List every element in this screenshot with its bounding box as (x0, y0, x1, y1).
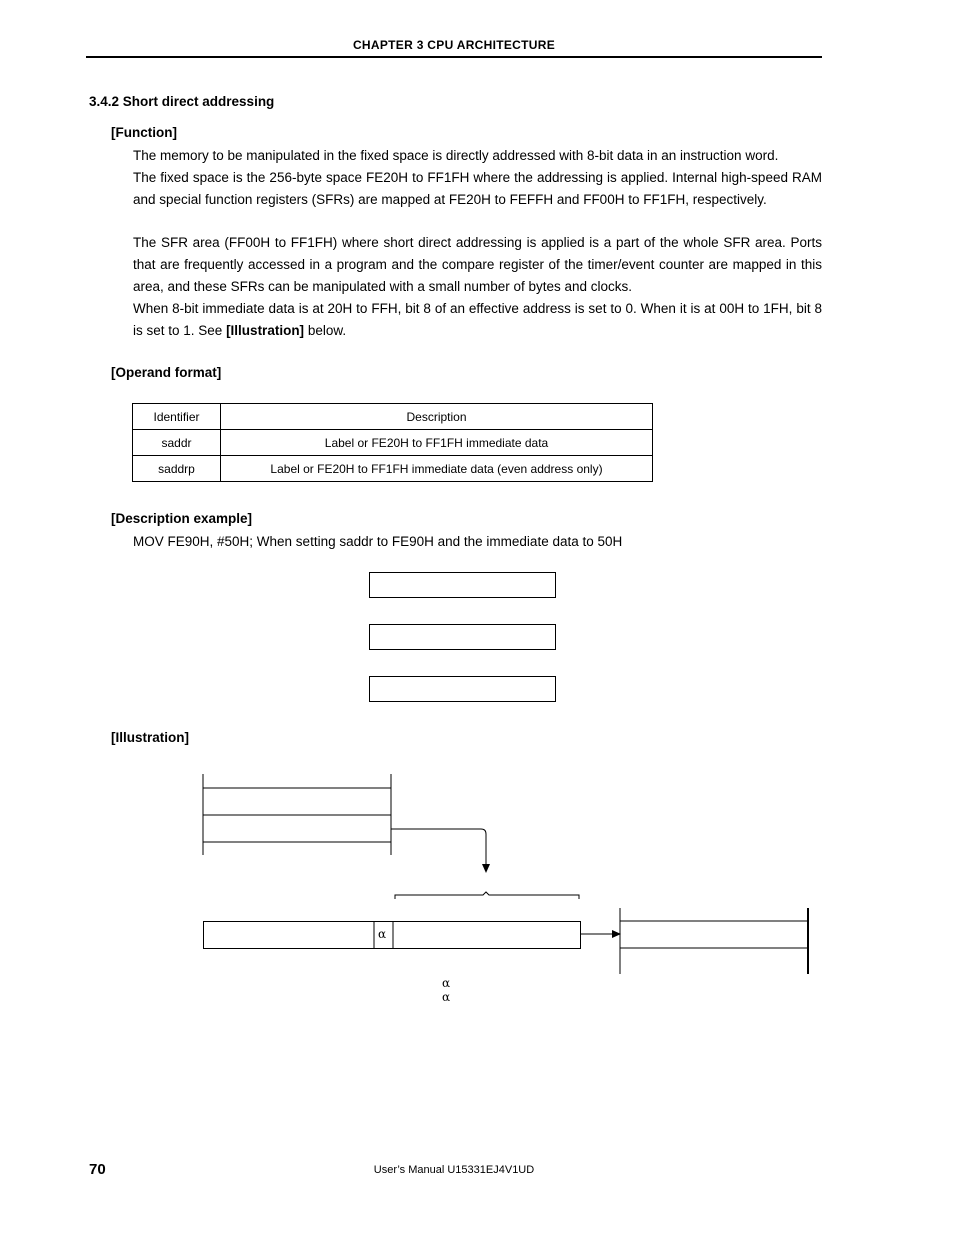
illustration-reference: [Illustration] (226, 322, 305, 338)
illustration-heading: [Illustration] (111, 730, 189, 745)
function-paragraph-1: The memory to be manipulated in the fixed space is directly addressed with 8-bit data in an instruction word. (133, 148, 779, 163)
brace (395, 892, 579, 899)
function-paragraph-3: The SFR area (FF00H to FF1FH) where short direct addressing is applied is a part of the whole SFR area. Ports that are frequently accessed in a program and the compare register of the timer/event counter are mapped in this area, and these SFRs can be manipulated with a small number of bytes and clocks. (133, 235, 822, 294)
table-cell-identifier: saddrp (133, 456, 221, 482)
bit8-alpha-label: α (378, 927, 387, 941)
table-cell-description: Label or FE20H to FF1FH immediate data (even address only) (221, 456, 653, 482)
column-header-identifier: Identifier (133, 404, 221, 430)
alpha-note-line-1: α (442, 976, 451, 990)
description-example-text: MOV FE90H, #50H; When setting saddr to FE90H and the immediate data to 50H (133, 534, 623, 549)
manual-id: User’s Manual U15331EJ4V1UD (373, 1164, 535, 1176)
description-example-heading: [Description example] (111, 511, 253, 526)
page-number: 70 (89, 1161, 106, 1178)
table-cell-description: Label or FE20H to FF1FH immediate data (221, 430, 653, 456)
function-heading: [Function] (111, 125, 177, 140)
running-header: CHAPTER 3 CPU ARCHITECTURE (352, 38, 556, 52)
effective-address-register (204, 922, 581, 949)
alpha-note-line-2: α (442, 990, 451, 1004)
function-paragraph-4: When 8-bit immediate data is at 20H to FFH, bit 8 of an effective address is set to 0. When it is at 00H to 1FH, bit 8 is set to 1. See [Illustration] below. (133, 301, 822, 338)
data-path-arrow (391, 829, 486, 866)
column-header-description: Description (221, 404, 653, 430)
table-cell-identifier: saddr (133, 430, 221, 456)
function-paragraph-2: The fixed space is the 256-byte space FE20H to FF1FH where the addressing is applied. Internal high-speed RAM and special function registers (SFRs) are mapped at FE20H to FEFFH and FF00H to FF1FH, respectively. (133, 170, 822, 207)
arrowhead (482, 864, 490, 873)
section-title: 3.4.2 Short direct addressing (89, 94, 275, 109)
operand-format-heading: [Operand format] (111, 365, 222, 380)
